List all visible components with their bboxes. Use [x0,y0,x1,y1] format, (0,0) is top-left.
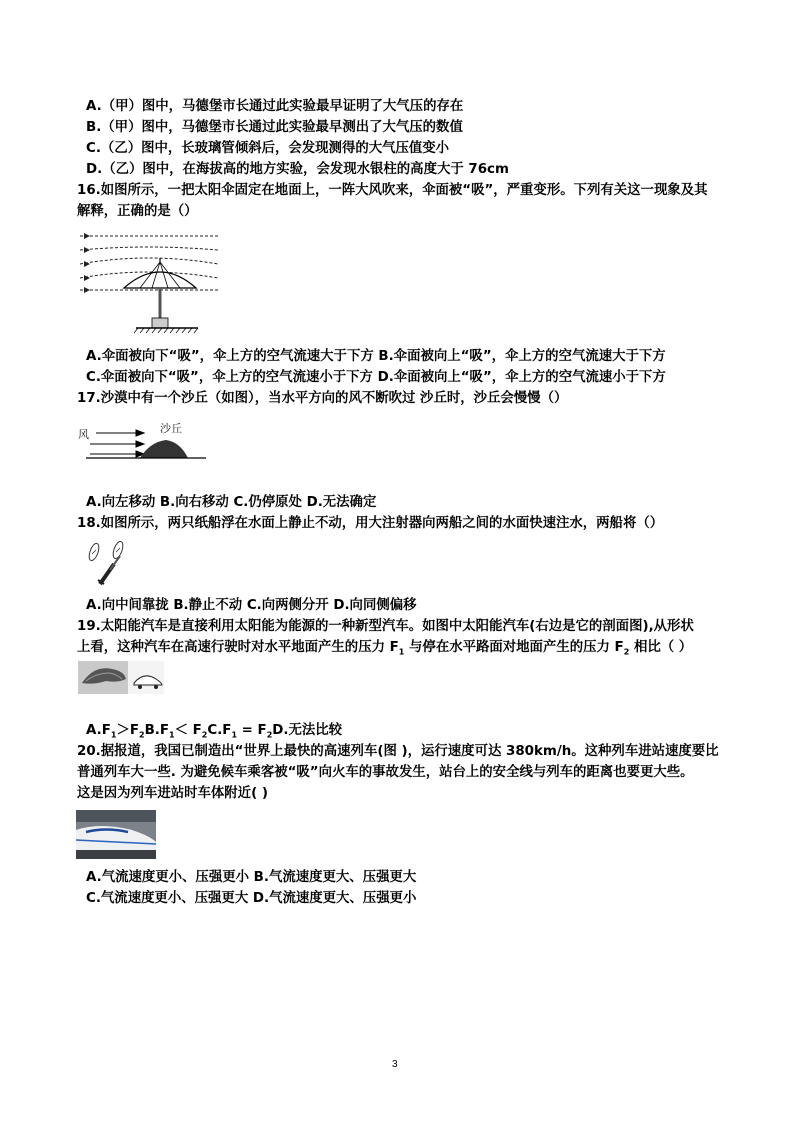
paper-boats-figure [80,540,128,586]
q20-stem-line3: 这是因为列车进站时车体附近( ) [77,786,268,801]
q15-option-c: C.（乙）图中，长玻璃管倾斜后，会发现测得的大气压值变小 [86,141,450,156]
q16-options-line2: C.伞面被向下“吸”，伞上方的空气流速小于下方 D.伞面被向上“吸”，伞上方的空气流速小于下方 [86,370,666,385]
wind-label: 风 [78,428,89,441]
umbrella-wind-figure [78,226,224,338]
q20-options-line2: C.气流速度更小、压强更大 D.气流速度更大、压强更小 [86,891,417,906]
q17-options: A.向左移动 B.向右移动 C.仍停原处 D.无法确定 [86,495,377,510]
q20-stem-line1: 20.据报道，我国已制造出“世界上最快的高速列车(图 )，运行速度可达 380km/h。这种列车进站速度要比 [77,744,719,759]
q18-stem: 18.如图所示，两只纸船浮在水面上静止不动，用大注射器向两船之间的水面快速注水，两船将（） [77,516,664,531]
q20-options-line1: A.气流速度更小、压强更小 B.气流速度更大、压强更大 [86,870,417,885]
q15-option-a: A.（甲）图中，马德堡市长通过此实验最早证明了大气压的存在 [86,99,464,114]
q19-options: $A.F_1>F_2B.F_1< F_2C.F_1 = F_2D$.无法比较 [86,723,343,740]
sand-dune-figure [78,420,210,464]
q19-stem-line1: 19.太阳能汽车是直接利用太阳能为能源的一种新型汽车。如图中太阳能汽车(右边是它的剖面图),从形状 [77,619,694,634]
q17-stem: 17.沙漠中有一个沙丘（如图），当水平方向的风不断吹过 沙丘时，沙丘会慢慢（） [77,391,568,406]
q16-options-line1: A.伞面被向下“吸”，伞上方的空气流速大于下方 B.伞面被向上“吸”，伞上方的空气流速大于下方 [86,349,666,364]
q16-stem-line1: 16.如图所示，一把太阳伞固定在地面上，一阵大风吹来，伞面被“吸”，严重变形。下列有关这一现象及其 [77,183,708,198]
q20-stem-line2: 普通列车大一些. 为避免候车乘客被“吸”向火车的事故发生，站台上的安全线与列车的距离也要更大些。 [77,765,694,780]
solar-car-figure [78,661,164,694]
page-number: 3 [392,1059,398,1070]
q19-stem-line2: 上看，这种汽车在高速行驶时对水平地面产生的压力 $F_1$ 与停在水平路面对地面产生的压力 $F_2$ 相比（ ） [77,640,693,657]
dune-label: 沙丘 [160,422,182,435]
q15-option-b: B.（甲）图中，马德堡市长通过此实验最早测出了大气压的数值 [86,120,463,135]
q18-options: A.向中间靠拢 B.静止不动 C.向两侧分开 D.向同侧偏移 [86,598,417,613]
high-speed-train-photo [76,810,156,859]
q15-option-d: D.（乙）图中，在海拔高的地方实验，会发现水银柱的高度大于 76cm [86,162,509,177]
q16-stem-line2: 解释，正确的是（） [77,204,198,219]
